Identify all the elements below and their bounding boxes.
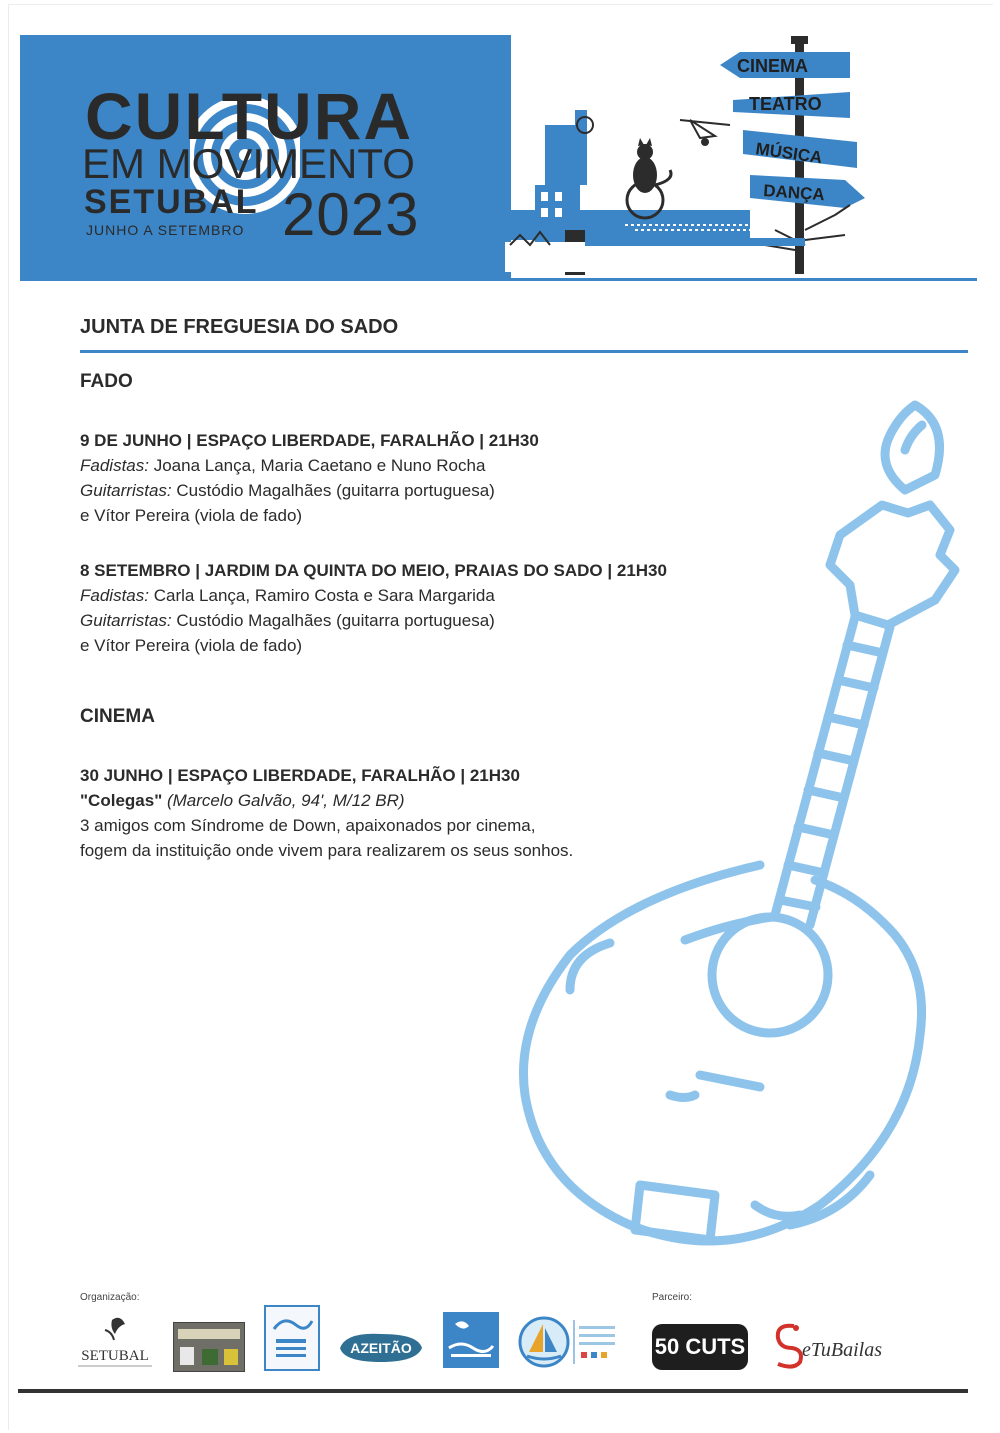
guitarristas-continued: e Vítor Pereira (viola de fado) xyxy=(80,636,303,655)
junta-sado-logo xyxy=(264,1305,320,1371)
setubal-logo xyxy=(70,1312,160,1372)
guitarristas-line xyxy=(80,478,780,503)
junta-sao-sebastiao-logo xyxy=(173,1322,245,1372)
fadistas-line xyxy=(80,453,780,478)
synopsis-line-1: 3 amigos com Síndrome de Down, apaixonados por cinema, xyxy=(80,816,536,835)
guitarristas-continued: e Vítor Pereira (viola de fado) xyxy=(80,506,303,525)
section-divider xyxy=(80,350,968,353)
parceiro-label: Parceiro: xyxy=(652,1292,693,1303)
section-title: JUNTA DE FREGUESIA DO SADO xyxy=(80,316,399,338)
fadistas-label: Fadistas: xyxy=(80,456,149,475)
banner-underline xyxy=(20,278,977,281)
fado-event-1 xyxy=(80,428,780,528)
category-fado: FADO xyxy=(80,371,133,392)
event-heading: 30 JUNHO | ESPAÇO LIBERDADE, FARALHÃO | 21H30 xyxy=(80,766,520,785)
wave-emblem-icon xyxy=(266,1307,318,1369)
event-heading: 9 DE JUNHO | ESPAÇO LIBERDADE, FARALHÃO | 21H30 xyxy=(80,431,539,450)
film-title: "Colegas" xyxy=(80,791,163,810)
uniao-freguesias-logo xyxy=(517,1312,622,1372)
50cuts-logo: 50 CUTS xyxy=(652,1324,748,1370)
sailboat-emblem-icon xyxy=(517,1312,622,1372)
guitarristas-label: Guitarristas: xyxy=(80,481,172,500)
freguesia-emblem-icon xyxy=(443,1312,499,1368)
guitarristas-names: Custódio Magalhães (guitarra portuguesa) xyxy=(171,611,495,630)
dancer-s-icon xyxy=(770,1318,900,1372)
signpost-illustration xyxy=(505,30,985,285)
event-heading: 8 SETEMBRO | JARDIM DA QUINTA DO MEIO, PRAIAS DO SADO | 21H30 xyxy=(80,561,667,580)
banner-title: CULTURA xyxy=(85,79,414,153)
synopsis-line-2: fogem da instituição onde vivem para realizarem os seus sonhos. xyxy=(80,841,574,860)
etubailas-logo xyxy=(770,1318,900,1372)
film-line xyxy=(80,788,780,813)
banner-subtitle: EM MOVIMENTO xyxy=(82,140,415,187)
azeitao-badge-icon xyxy=(336,1328,426,1366)
fadistas-names: Joana Lança, Maria Caetano e Nuno Rocha xyxy=(148,456,486,475)
category-cinema: CINEMA xyxy=(80,706,155,727)
banner-city: SETUBAL xyxy=(84,183,259,221)
film-info: (Marcelo Galvão, 94', M/12 BR) xyxy=(162,791,405,810)
fadistas-line xyxy=(80,583,780,608)
banner-dates: JUNHO A SETEMBRO xyxy=(86,222,245,238)
footer-divider xyxy=(18,1389,968,1393)
sign-cinema: CINEMA xyxy=(737,56,808,76)
sign-teatro: TEATRO xyxy=(749,94,822,114)
fadistas-label: Fadistas: xyxy=(80,586,149,605)
guitarristas-names: Custódio Magalhães (guitarra portuguesa) xyxy=(171,481,495,500)
etubailas-text: eTuBailas xyxy=(802,1339,883,1361)
guitarristas-label: Guitarristas: xyxy=(80,611,172,630)
fadistas-names: Carla Lança, Ramiro Costa e Sara Margarida xyxy=(148,586,495,605)
freguesia-logo xyxy=(443,1312,499,1368)
organizacao-label: Organização: xyxy=(80,1292,140,1303)
azeitao-text: AZEITÃO xyxy=(350,1340,412,1356)
sign-musica: MÚSICA xyxy=(754,139,824,168)
guitarristas-line xyxy=(80,608,780,633)
fado-event-2 xyxy=(80,558,780,658)
banner-year: 2023 xyxy=(282,181,420,248)
azeitao-logo xyxy=(336,1328,426,1366)
setubal-emblem-icon xyxy=(70,1312,160,1372)
setubal-text: SETUBAL xyxy=(81,1348,149,1364)
cinema-event xyxy=(80,763,780,863)
sign-danca: DANÇA xyxy=(762,181,826,205)
